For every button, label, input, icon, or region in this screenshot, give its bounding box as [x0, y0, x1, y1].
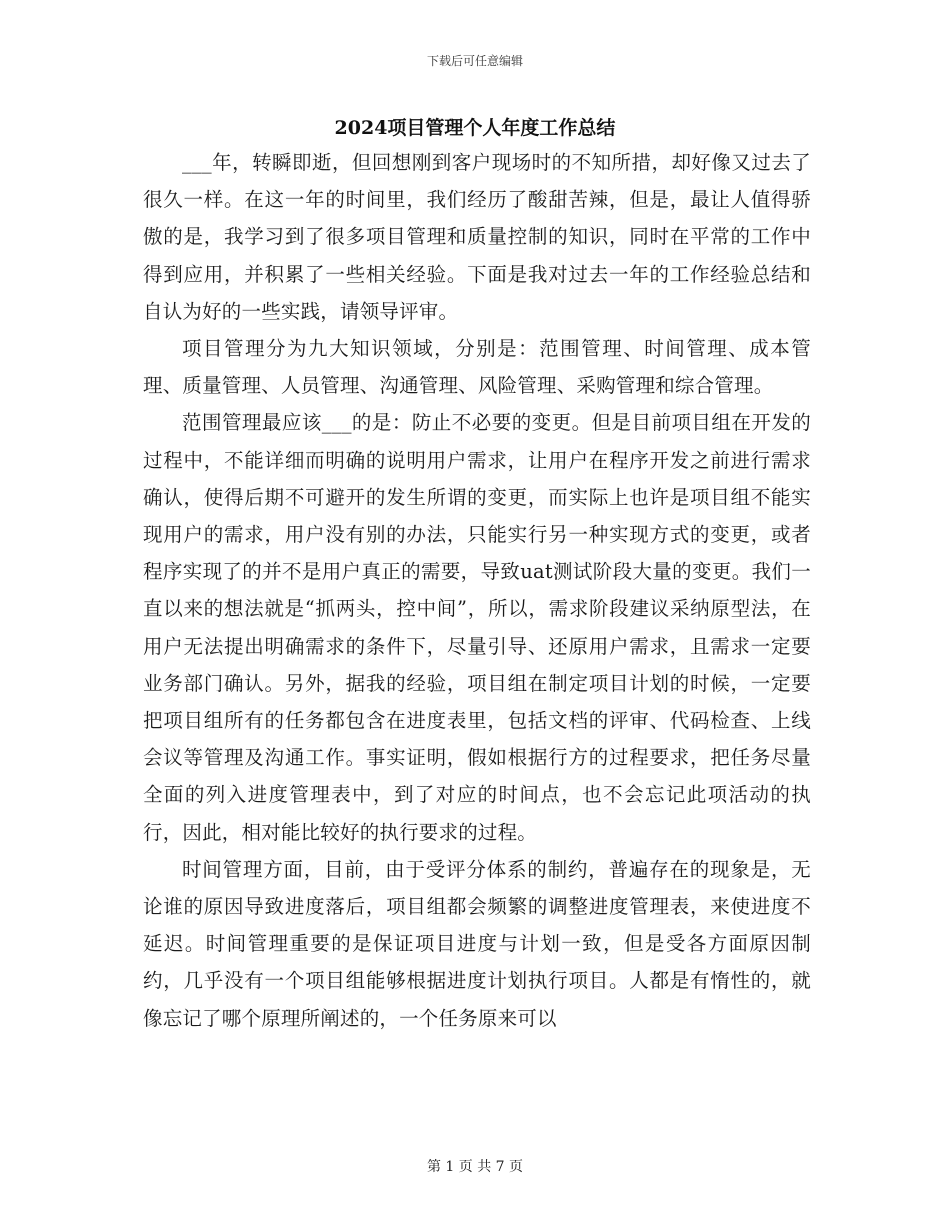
paragraph-knowledge-areas: 项目管理分为九大知识领域，分别是：范围管理、时间管理、成本管理、质量管理、人员管理、沟通管理、风险管理、采购管理和综合管理。: [143, 337, 811, 398]
document-title: 2024项目管理个人年度工作总结: [334, 117, 616, 139]
paragraph-intro: ___年，转瞬即逝，但回想刚到客户现场时的不知所措，却好像又过去了很久一样。在这一年的时间里，我们经历了酸甜苦辣，但是，最让人值得骄傲的是，我学习到了很多项目管理和质量控制的知识，同时在平常的工作中得到应用，并积累了一些相关经验。下面是我对过去一年的工作经验总结和自认为好的一些实践，请领导评审。: [143, 151, 811, 323]
paragraph-time-management: 时间管理方面，目前，由于受评分体系的制约，普遍存在的现象是，无论谁的原因导致进度落后，项目组都会频繁的调整进度管理表，来使进度不延迟。时间管理重要的是保证项目进度与计划一致，但是受各方面原因制约，几乎没有一个项目组能够根据进度计划执行项目。人都是有惰性的，就像忘记了哪个原理所阐述的，一个任务原来可以: [143, 857, 811, 1030]
page-number-footer: 第 1 页 共 7 页: [426, 1159, 524, 1175]
document-body: [143, 144, 811, 1037]
paragraph-scope-management: 范围管理最应该___的是：防止不必要的变更。但是目前项目组在开发的过程中，不能详细而明确的说明用户需求，让用户在程序开发之前进行需求确认，使得后期不可避开的发生所谓的变更，而实际上也许是项目组不能实现用户的需求，用户没有别的办法，只能实行另一种实现方式的变更，或者程序实现了的并不是用户真正的需要，导致uat测试阶段大量的变更。我们一直以来的想法就是“抓两头，控中间”，所以，需求阶段建议采纳原型法，在用户无法提出明确需求的条件下，尽量引导、还原用户需求，且需求一定要业务部门确认。另外，据我的经验，项目组在制定项目计划的时候，一定要把项目组所有的任务都包含在进度表里，包括文档的评审、代码检查、上线会议等管理及沟通工作。事实证明，假如根据行方的过程要求，把任务尽量全面的列入进度管理表中，到了对应的时间点，也不会忘记此项活动的执行，因此，相对能比较好的执行要求的过程。: [143, 411, 811, 844]
page-header-note: 下载后可任意编辑: [426, 54, 523, 68]
